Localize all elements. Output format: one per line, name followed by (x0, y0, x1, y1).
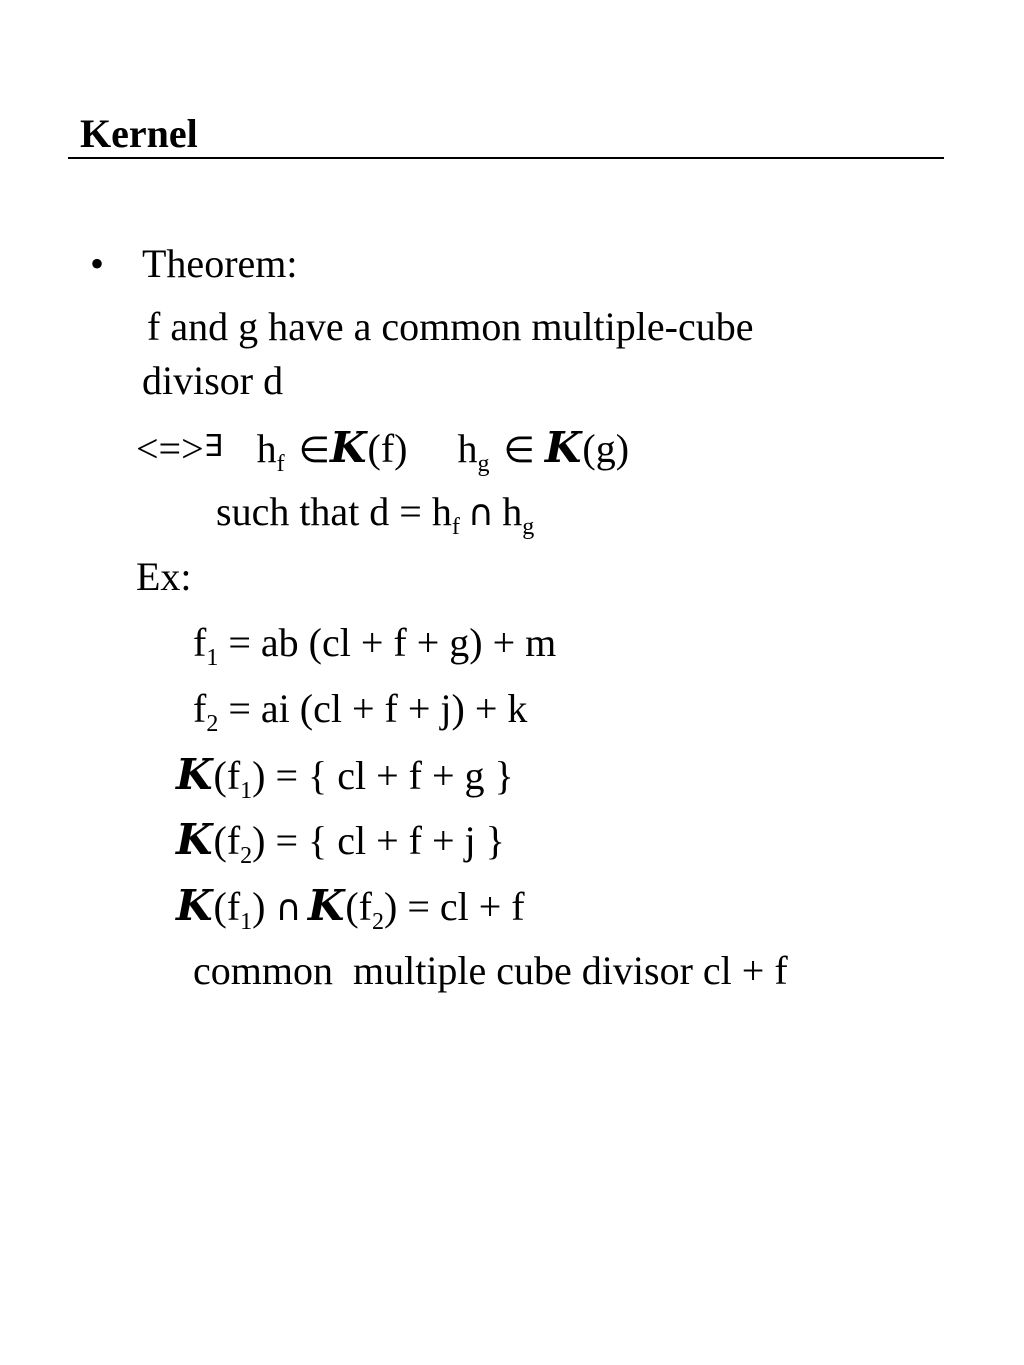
such-that-line (216, 488, 534, 538)
theorem-statement-line-1: f and g have a common multiple-cube (147, 304, 754, 349)
kernel-f1 (176, 750, 514, 804)
h-g-subscript: g (477, 451, 490, 477)
f2-subscript: 2 (206, 711, 219, 737)
kernel-symbol: K (307, 881, 345, 930)
kernel-f1-open: (f (213, 753, 241, 798)
theorem-condition (136, 423, 629, 475)
kcap-close-1: ) (252, 884, 276, 929)
kcap-open-2: (f (345, 884, 372, 929)
bullet-icon: • (90, 241, 105, 286)
such-that-prefix: such that d = h (216, 489, 452, 534)
conclusion: common multiple cube divisor cl + f (193, 948, 788, 993)
h-g-letter: h (457, 426, 478, 471)
f1-name: f (193, 620, 207, 665)
such-that-sub-g: g (522, 514, 535, 540)
theorem-label: Theorem: (142, 241, 298, 286)
kcap-result: ) = cl + f (384, 884, 525, 929)
kernel-f2-set: ) = { cl + f + j } (252, 818, 505, 863)
h-f-subscript: f (276, 451, 285, 477)
theorem-statement-line-2: divisor d (142, 358, 284, 403)
example-f1 (193, 619, 557, 671)
kernel-f1-set: ) = { cl + f + g } (252, 753, 514, 798)
such-that-h: h (502, 489, 523, 534)
iff-symbol: <=> (136, 426, 204, 471)
example-f2 (193, 685, 528, 737)
element-of-symbol: ∈ (298, 430, 331, 471)
kernel-intersection (176, 882, 525, 933)
intersection-symbol: ∩ (467, 493, 495, 534)
kernel-symbol: K (544, 423, 582, 472)
example-label: Ex: (136, 554, 192, 599)
kernel-symbol: K (330, 423, 367, 472)
kcap-subscript-2: 2 (372, 909, 384, 935)
kernel-f1-subscript: 1 (240, 778, 253, 804)
intersection-symbol: ∩ (275, 888, 302, 929)
kcap-subscript-1: 1 (240, 909, 253, 935)
kernel-f2-subscript: 2 (240, 843, 253, 869)
element-of-symbol: ∈ (503, 430, 535, 471)
such-that-sub-f: f (451, 514, 460, 540)
kernel-f2-open: (f (213, 818, 241, 863)
f1-subscript: 1 (206, 645, 219, 671)
f2-expression: = ai (cl + f + j) + k (218, 686, 528, 731)
f1-expression: = ab (cl + f + g) + m (218, 620, 557, 665)
kernel-symbol: K (176, 881, 213, 930)
title-underline (68, 157, 944, 159)
kernel-symbol: K (176, 750, 213, 799)
kernel-arg-g: (g) (582, 426, 630, 471)
h-f-letter: h (256, 426, 277, 471)
exists-symbol: ∃ (203, 429, 223, 464)
f2-name: f (193, 686, 207, 731)
kernel-f2 (176, 815, 505, 869)
kcap-open-1: (f (213, 884, 241, 929)
kernel-symbol: K (176, 815, 213, 864)
slide-title: Kernel (80, 111, 198, 156)
kernel-arg-f: (f) (367, 426, 408, 471)
